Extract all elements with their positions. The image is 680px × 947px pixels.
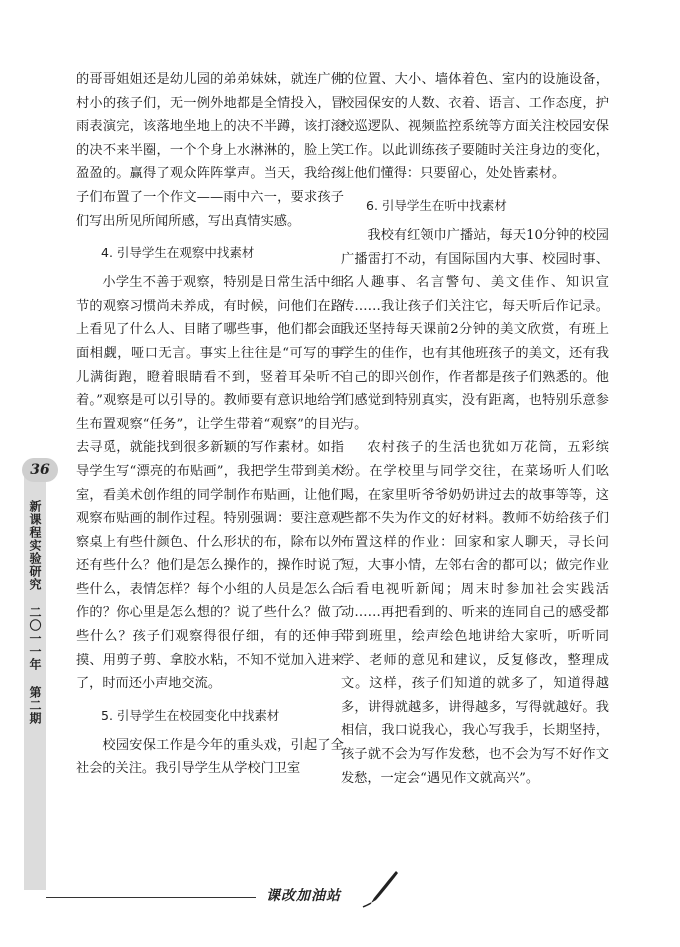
footer-rule <box>46 897 256 898</box>
paragraph: 小学生不善于观察，特别是日常生活中细节的观察习惯尚未养成，有时候，问他们在路上看见了什么人、目睹了哪些事，他们都会面面相觑，哑口无言。事实上往往是“可写的事儿满街跑，瞪着眼睛看不到，竖着耳朵听不着。”观察是可以引导的。教师要有意识地给学生布置观察“任务”，让学生带着“观察”的目光去寻觅，就能找到很多新颖的写作素材。如指导学生写“漂亮的布贴画”，我把学生带到美术室，看美术创作组的同学制作布贴画，让他们观察布贴画的制作过程。特别强调：要注意观察桌上有些什颜色、什么形状的布，除布以外还有些什么？他们是怎么操作的，操作时说了些什么，表情怎样？每个小组的人员是怎么合作的？你心里是怎么想的？说了些什么？做了些什么？孩子们观察得很仔细，有的还伸手摸、用剪子剪、拿胶水粘，不知不觉加入进来了，时而还小声地交流。 <box>76 275 344 692</box>
section-heading-4: 4. 引导学生在观察中找素材 <box>101 245 255 261</box>
paragraph: 校园安保工作是今年的重头戏，引起了全社会的关注。我引导学生从学校门卫室 <box>76 737 344 777</box>
journal-name-vertical: 新课程实验研究 二〇一一年 第二期 <box>28 500 42 725</box>
left-column <box>76 68 344 781</box>
pen-icon <box>360 868 402 910</box>
right-column <box>341 68 609 790</box>
paragraph: 农村孩子的生活也犹如万花筒，五彩缤纷。在学校里与同学交往，在菜场听人们吆喝，在家里听爷爷奶奶讲过去的故事等等，这些都不失为作文的好材料。教师不妨给孩子们布置这样的作业：回家和家人聊天，寻长问短，大事小情，左邻右舍的都可以；做完作业后看电视听新闻；周末时参加社会实践活动……再把看到的、听来的连同自己的感受都带到班里，绘声绘色地讲给大家听，听听同学、老师的意见和建议，反复修改，整理成文。这样，孩子们知道的就多了，知道得越多，讲得就越多，讲得越多，写得就越好。我相信，我口说我心，我心写我手，长期坚持，孩子就不会为写作发愁，也不会为写不好作文发愁，一定会“遇见作文就高兴”。 <box>341 440 609 786</box>
paragraph: 的哥哥姐姐还是幼儿园的弟弟妹妹，就连广佛村小的孩子们，无一例外地都是全情投入，冒雨表演完，该落地坐地上的决不半蹲，该打滚的决不来半圈，一个个身上水淋淋的，脸上笑盈盈的。赢得了观众阵阵掌声。当天，我给孩子们布置了一个作文——雨中六一，要求孩子们写出所见所闻所感，写出真情实感。 <box>76 72 344 229</box>
section-heading-6: 6. 引导学生在听中找素材 <box>366 197 507 213</box>
page-number: 36 <box>22 458 58 482</box>
column-title: 课改加油站 <box>266 888 341 904</box>
section-heading-5: 5. 引导学生在校园变化中找素材 <box>101 707 280 723</box>
paragraph: 我校有红领巾广播站，每天10分钟的校园广播雷打不动，有国际国内大事、校园时事、名人趣事、名言警句、美文佳作、知识宣传……我让孩子们关注它，每天听后作记录。我还坚持每天课前2分钟的美文欣赏，有班上学生的佳作，也有其他班孩子的美文，还有我自己的即兴创作，作者都是孩子们熟悉的。他们感觉到特别真实，没有距离，也特别乐意参与。 <box>341 227 609 432</box>
paragraph: 的位置、大小、墙体着色、室内的设施设备，校园保安的人数、衣着、语言、工作态度，护校巡逻队、视频监控系统等方面关注校园安保工作。以此训练孩子要随时关注身边的变化，让他们懂得：只要留心，处处皆素材。 <box>341 72 609 182</box>
